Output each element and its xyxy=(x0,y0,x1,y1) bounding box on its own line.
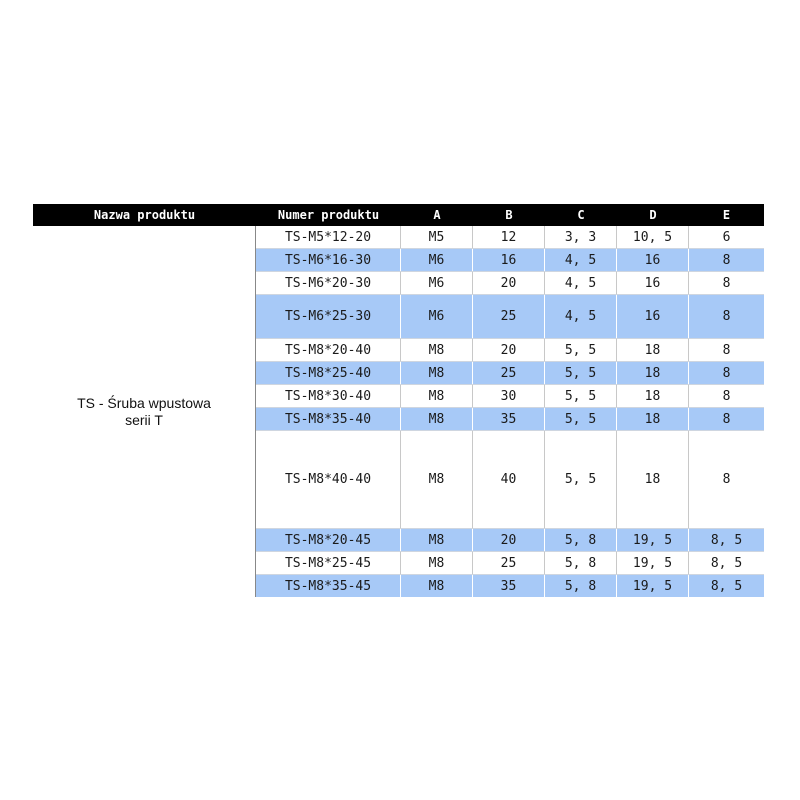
table-row xyxy=(256,249,764,272)
cell-b: 12 xyxy=(473,226,545,248)
cell-c: 5, 5 xyxy=(545,408,617,430)
cell-e: 8, 5 xyxy=(710,555,743,571)
cell-product-number: TS-M8*25-40 xyxy=(256,362,401,384)
cell-e: 8 xyxy=(722,365,731,381)
cell-d: 19, 5 xyxy=(617,529,689,551)
cell-c: 5, 8 xyxy=(545,575,617,597)
header-a: A xyxy=(433,208,441,222)
cell-a: M8 xyxy=(401,339,473,361)
cell-c: 5, 8 xyxy=(545,529,617,551)
cell-d: 19, 5 xyxy=(617,575,689,597)
cell-c: 5, 8 xyxy=(545,552,617,574)
table-row xyxy=(256,362,764,385)
table-row xyxy=(256,408,764,431)
cell-e: 8 xyxy=(722,275,731,291)
cell-b: 16 xyxy=(473,249,545,271)
cell-e: 8 xyxy=(722,252,731,268)
cell-a: M6 xyxy=(401,249,473,271)
cell-product-number: TS-M8*35-45 xyxy=(256,575,401,597)
cell-a: M6 xyxy=(401,272,473,294)
cell-e: 8, 5 xyxy=(710,532,743,548)
cell-product-number: TS-M5*12-20 xyxy=(256,226,401,248)
cell-b: 25 xyxy=(473,552,545,574)
cell-a: M8 xyxy=(401,575,473,597)
table-row xyxy=(256,552,764,575)
table-row xyxy=(256,339,764,362)
cell-d: 18 xyxy=(617,339,689,361)
cell-b: 30 xyxy=(473,385,545,407)
table-row xyxy=(256,575,764,597)
cell-d: 18 xyxy=(617,362,689,384)
cell-a: M6 xyxy=(401,295,473,338)
product-name-line2: serii T xyxy=(125,411,163,428)
cell-a: M8 xyxy=(401,362,473,384)
cell-c: 4, 5 xyxy=(545,249,617,271)
cell-a: M8 xyxy=(401,529,473,551)
header-product-name: Nazwa produktu xyxy=(93,208,196,222)
cell-product-number: TS-M8*35-40 xyxy=(256,408,401,430)
cell-b: 35 xyxy=(473,575,545,597)
cell-product-number: TS-M8*40-40 xyxy=(256,431,401,528)
header-b: B xyxy=(505,208,513,222)
cell-b: 20 xyxy=(473,529,545,551)
cell-c: 4, 5 xyxy=(545,295,617,338)
cell-c: 3, 3 xyxy=(545,226,617,248)
cell-d: 19, 5 xyxy=(617,552,689,574)
cell-a: M5 xyxy=(401,226,473,248)
cell-e: 8 xyxy=(722,388,731,404)
cell-b: 40 xyxy=(473,431,545,528)
cell-e: 8, 5 xyxy=(710,578,743,594)
cell-c: 5, 5 xyxy=(545,385,617,407)
product-name-cell xyxy=(33,226,255,597)
table-row xyxy=(256,431,764,529)
cell-a: M8 xyxy=(401,431,473,528)
cell-c: 5, 5 xyxy=(545,362,617,384)
cell-a: M8 xyxy=(401,552,473,574)
cell-d: 18 xyxy=(617,431,689,528)
cell-d: 10, 5 xyxy=(617,226,689,248)
cell-product-number: TS-M6*16-30 xyxy=(256,249,401,271)
cell-c: 5, 5 xyxy=(545,339,617,361)
cell-b: 20 xyxy=(473,339,545,361)
header-product-number: Numer produktu xyxy=(277,208,380,222)
table-row xyxy=(256,226,764,249)
table-header xyxy=(33,204,764,226)
cell-e: 8 xyxy=(722,309,731,324)
table-row xyxy=(256,272,764,295)
cell-d: 18 xyxy=(617,408,689,430)
cell-product-number: TS-M6*20-30 xyxy=(256,272,401,294)
cell-a: M8 xyxy=(401,385,473,407)
header-c: C xyxy=(577,208,585,222)
table-body xyxy=(33,226,764,597)
table-row xyxy=(256,295,764,339)
cell-c: 5, 5 xyxy=(545,431,617,528)
header-e: E xyxy=(722,208,731,222)
product-spec-table xyxy=(33,204,764,597)
table-row xyxy=(256,385,764,408)
cell-b: 25 xyxy=(473,295,545,338)
product-name-line1: TS - Śruba wpustowa xyxy=(77,394,211,411)
cell-a: M8 xyxy=(401,408,473,430)
cell-product-number: TS-M6*25-30 xyxy=(256,295,401,338)
cell-product-number: TS-M8*20-45 xyxy=(256,529,401,551)
cell-e: 6 xyxy=(722,229,731,245)
cell-d: 16 xyxy=(617,295,689,338)
cell-e: 8 xyxy=(722,342,731,358)
cell-d: 18 xyxy=(617,385,689,407)
cell-product-number: TS-M8*25-45 xyxy=(256,552,401,574)
cell-b: 25 xyxy=(473,362,545,384)
cell-d: 16 xyxy=(617,249,689,271)
table-row xyxy=(256,529,764,552)
cell-e: 8 xyxy=(722,411,731,427)
cell-b: 35 xyxy=(473,408,545,430)
spec-rows xyxy=(255,226,764,597)
header-d: D xyxy=(649,208,657,222)
cell-c: 4, 5 xyxy=(545,272,617,294)
cell-product-number: TS-M8*30-40 xyxy=(256,385,401,407)
cell-b: 20 xyxy=(473,272,545,294)
cell-d: 16 xyxy=(617,272,689,294)
cell-e: 8 xyxy=(722,472,731,487)
cell-product-number: TS-M8*20-40 xyxy=(256,339,401,361)
